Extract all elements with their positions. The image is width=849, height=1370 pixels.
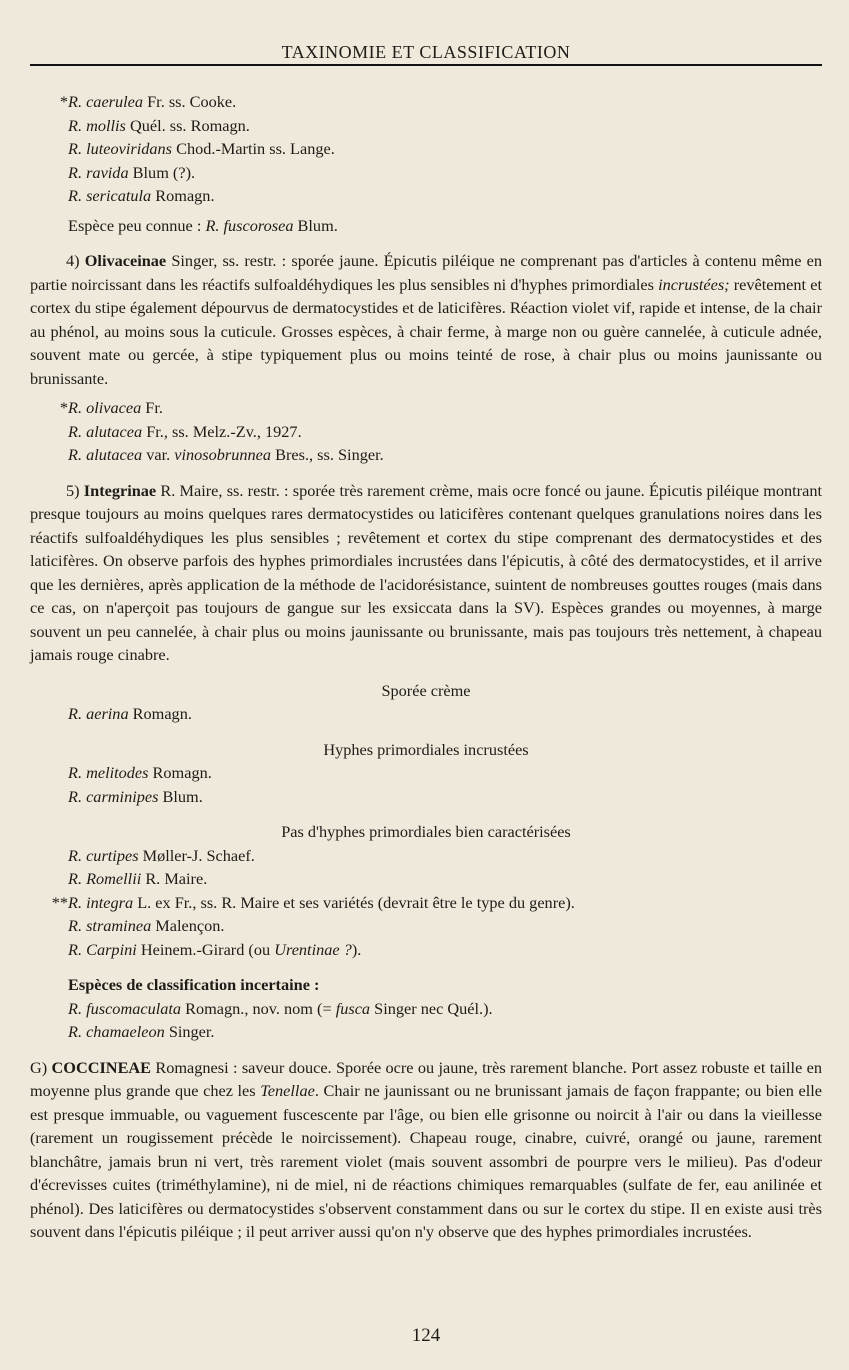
species-author: Malençon. — [151, 916, 225, 935]
species-name: R. caerulea — [68, 92, 144, 111]
species-entry — [30, 867, 822, 891]
section-number: 4) — [66, 251, 85, 270]
asterisk-marker: * — [59, 398, 68, 417]
section-number: 5) — [66, 480, 84, 500]
section-name: Olivaceinae — [84, 251, 167, 270]
species-entry — [30, 396, 822, 420]
species-author: Romagn. — [148, 763, 212, 782]
species-entry — [30, 161, 822, 185]
species-author: Fr., ss. Melz.-Zv., 1927. — [142, 421, 302, 441]
species-entry — [30, 137, 822, 161]
paragraph-italic: Tenellae — [260, 1081, 315, 1100]
olivaceinae-paragraph — [30, 249, 822, 390]
species-author: Romagn., nov. nom (= — [181, 998, 336, 1018]
section-letter: G) — [30, 1057, 52, 1077]
species-entry — [30, 785, 822, 809]
species-author: Chod.-Martin ss. Lange. — [172, 139, 335, 158]
section-name: Integrinae — [83, 480, 157, 500]
header-rule — [30, 64, 822, 66]
paragraph-text: Romagnesi : saveur douce. Sporée ocre ou jaune, très rarement blanche. Port assez robuste et taille en moyenne plus grande que chez les — [30, 1057, 823, 1100]
species-name: R. carminipes — [68, 786, 159, 806]
paragraph-italic: incrustées; — [658, 274, 730, 294]
species-name: R. mollis — [68, 115, 126, 135]
species-author: Quél. ss. Romagn. — [125, 115, 250, 135]
species-name: R. integra — [68, 892, 134, 912]
species-entry — [30, 114, 822, 138]
species-name: R. fuscorosea — [205, 215, 294, 235]
species-entry — [30, 90, 822, 114]
species-author: Fr. ss. Cooke. — [143, 92, 237, 111]
integrinae-paragraph — [30, 479, 822, 667]
species-entry — [30, 844, 822, 868]
species-entry — [30, 420, 822, 444]
species-entry — [30, 443, 822, 467]
section-name: COCCINEAE — [51, 1057, 152, 1077]
species-list-1 — [30, 90, 822, 237]
species-name: R. straminea — [68, 916, 152, 935]
note-label: Espèce peu connue : — [68, 215, 206, 235]
punctuation: ). — [351, 939, 362, 959]
species-author: Singer nec Quél.). — [370, 998, 493, 1018]
species-author: Blum (?). — [128, 162, 196, 182]
species-name: R. sericatula — [68, 186, 152, 205]
variety-name: vinosobrunnea — [174, 445, 272, 464]
species-name: R. alutacea — [68, 445, 143, 464]
species-author: Fr. — [141, 398, 163, 417]
running-header: TAXINOMIE ET CLASSIFICATION — [281, 42, 571, 62]
species-author: Heinem.-Girard (ou — [136, 939, 275, 959]
paragraph-text: revêtement et cortex du stipe également dépourvus de dermatocystides et de laticifères. Réaction violet vif, rapide et intense, de la chair au phénol, au moins sous la cuticule. Grosses espèces, à chair ferme, à marge non ou guère cannelée, à cuticule adnée, souvent mate ou gercée, à stipe typiquement plus ou moins teinté de rose, à chair plus ou moins jaunissante ou brunissante. — [30, 274, 822, 388]
species-name: R. ravida — [68, 162, 129, 182]
page-number: 124 — [411, 1325, 441, 1346]
paragraph-text: . Chair ne jaunissant ou ne brunissant jamais de façon frappante; ou bien elle est presque immuable, ou vaguement fuscescente par l'âge, ou bien elle grisonne ou noircit à l'air ou dans la vieillesse (rarement un rougissement précède le noircissement). Chapeau rouge, cinabre, cuivré, orangé ou jaune, rarement blanchâtre, jamais brun ni vert, très rarement violet (mais souvent assombri de pourpre vers le milieu). Pas d'odeur d'écrevisses cuites (triméthylamine), ni de miel, ni de réactions chimiques remarquables (sulfate de fer, eau anilinée et phénol). Des laticifères ou dermatocystides s'observent constamment dans ou sur le cortex du stipe. Il en existe ausi très souvent dans l'épicutis piléique ; il peut arriver aussi qu'on n'y observe que des hyphes primordiales incrustées. — [30, 1081, 823, 1241]
species-author: Singer. — [164, 1022, 215, 1041]
species-author: Møller-J. Schaef. — [138, 845, 255, 865]
double-asterisk-marker: ** — [51, 892, 68, 912]
subheading-hyphes-incrustees: Hyphes primordiales incrustées — [323, 739, 529, 759]
species-author: Blum. — [293, 215, 338, 235]
species-entry — [30, 1020, 822, 1044]
species-name: R. chamaeleon — [68, 1022, 165, 1041]
species-name: R. olivacea — [68, 398, 142, 417]
alternate-group: Urentinae ? — [274, 939, 352, 959]
species-name: R. curtipes — [68, 845, 139, 865]
variety-marker: var. — [142, 445, 175, 464]
species-entry — [30, 997, 822, 1021]
coccineae-paragraph — [30, 1056, 822, 1244]
asterisk-marker: * — [59, 92, 68, 111]
synonym-name: fusca — [335, 998, 371, 1018]
little-known-species-note — [30, 214, 822, 238]
species-entry — [30, 914, 822, 938]
species-author: Bres., ss. Singer. — [271, 445, 384, 464]
species-name: R. aerina — [68, 704, 129, 723]
species-entry — [30, 938, 822, 962]
species-author: Romagn. — [151, 186, 215, 205]
species-author: L. ex Fr., ss. R. Maire et ses variétés (devrait être le type du genre). — [133, 892, 575, 912]
subheading-pas-hyphes: Pas d'hyphes primordiales bien caractérisées — [281, 822, 571, 841]
paragraph-text: Singer, ss. restr. : sporée jaune. Épicutis piléique ne comprenant pas d'articles à contenu même en partie noircissant dans les réactifs sulfoaldéhydiques les plus sensibles ni d'hyphes primordiales — [30, 251, 822, 294]
paragraph-text: R. Maire, ss. restr. : sporée très rarement crème, mais ocre foncé ou jaune. Épicutis piléique montrant presque toujours au moins quelques rares dermatocystides ou laticifères contenant quelques granulations noires dans les réactifs sulfoaldéhydiques les plus sensibles ; revêtement et cortex du stipe comprenant des dermatocystides et des laticifères. On observe parfois des hyphes primordiales incrustées dans l'épicutis, à côté des dermatocystides, et il arrive que les dernières, après application de la méthode de l'acidorésistance, suintent de nombreuses gouttes rouges (mais dans ce cas, on n'aperçoit pas toujours de gangue sur les exsiccata dans la SV). Espèces grandes ou moyennes, à marge souvent un peu cannelée, à chair plus ou moins jaunissante ou brunissante, mais pas toujours très nettement, à chapeau jamais rouge cinabre. — [30, 480, 822, 664]
species-entry — [30, 761, 822, 785]
species-name: R. luteoviridans — [68, 139, 173, 158]
uncertain-species-heading: Espèces de classification incertaine : — [68, 975, 320, 994]
species-name: R. Carpini — [68, 939, 137, 959]
species-name: R. fuscomaculata — [68, 998, 182, 1018]
species-entry — [30, 184, 822, 208]
species-name: R. alutacea — [68, 421, 143, 441]
species-author: Romagn. — [128, 704, 192, 723]
subheading-sporee-creme: Sporée crème — [381, 680, 471, 700]
species-entry — [30, 702, 822, 726]
species-author: Blum. — [158, 786, 203, 806]
species-entry — [30, 891, 822, 915]
species-name: R. melitodes — [68, 763, 149, 782]
species-author: R. Maire. — [141, 869, 208, 888]
page-content — [30, 90, 822, 1244]
species-name: R. Romellii — [68, 869, 142, 888]
